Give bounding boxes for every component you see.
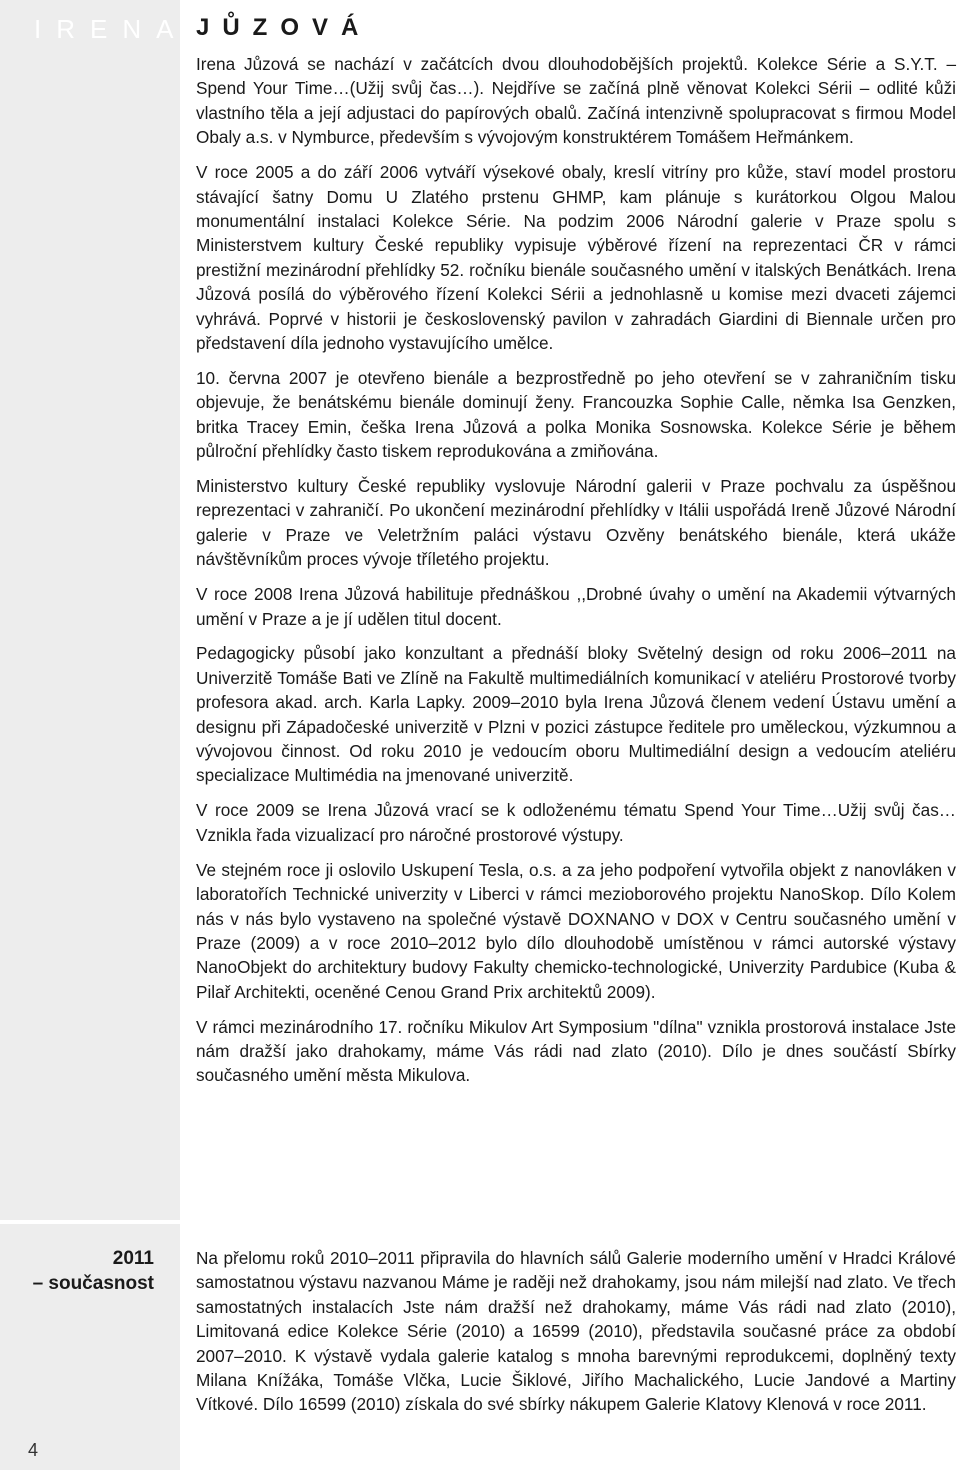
- first-name: IRENA: [34, 14, 189, 44]
- paragraph: V rámci mezinárodního 17. ročníku Mikulov Art Symposium "dílna" vznikla prostorová instalace Jste nám dražší jako drahokamy, máme Vás rádi nad zlato (2010). Dílo je dnes součástí Sbírky současného umění města Mikulova.: [196, 1016, 956, 1086]
- period-start: 2011: [112, 1248, 154, 1269]
- paragraph: V roce 2009 se Irena Jůzová vrací se k odloženému tématu Spend Your Time…Užij svůj čas… Vznikla řada vizualizací pro náročné prostorové výstupy.: [196, 800, 956, 845]
- paragraph: Pedagogicky působí jako konzultant a přednáší bloky Světelný design od roku 2006–2011 na Univerzitě Tomáše Bati ve Zlíně na Fakultě multimediálních komunikací v ateliéru Prostorové tvorby profesora akad. arch. Karla Lapky. 2009–2010 byla Irena Jůzová členem vedení Ústavu umění a designu při Západočeské univerzitě v Plzni v pozici zástupce ředitele pro uměleckou, výzkumnou a vývojovou činnost. Od roku 2010 je vedoucím oboru Multimediální design a vedoucím ateliéru specializace Multimédia na jmenované univerzitě.: [196, 643, 956, 786]
- section-divider: [0, 1220, 960, 1224]
- period-label: [33, 1246, 154, 1296]
- surname-heading: JŮZOVÁ: [196, 14, 372, 41]
- period-end: – současnost: [32, 1273, 154, 1294]
- paragraph: 10. června 2007 je otevřeno bienále a bezprostředně po jeho otevření se v zahraničním tisku objevuje, že benátskému bienále dominují ženy. Francouzka Sophie Calle, němka Isa Genzken, britka Tracey Emin, češka Irena Jůzová a polka Monika Sosnowska. Kolekce Série je během půlroční přehlídky často tiskem reprodukována a zmiňována.: [196, 367, 956, 462]
- paragraph: Irena Jůzová se nachází v začátcích dvou dlouhodobějších projektů. Kolekce Série a S.Y.T. – Spend Your Time…(Užij svůj čas…). Nejdříve se začíná plně věnovat Kolekci Sérii – odlité kůži vlastního těla a její adjustaci do papírových obalů. Začíná intenzivně spolupracovat s firmou Model Obaly a.s. v Nymburce, především s vývojovým konstruktérem Tomášem Heřmánkem.: [196, 54, 956, 148]
- paragraph: V roce 2005 a do září 2006 vytváří výsekové obaly, kreslí vitríny pro kůže, staví model prostoru stávající šatny Domu U Zlatého prstenu GHMP, kam plánuje s kurátorkou Olgou Malou monumentální instalaci Kolekce Série. Na podzim 2006 Národní galerie v Praze spolu s Ministerstvem kultury České republiky vypisuje výběrové řízení na reprezentaci ČR v rámci prestižní mezinárodní přehlídky 52. ročníku bienále současného umění v italských Benátkách. Irena Jůzová posílá do výběrového řízení Kolekci Sérii a jednohlasně u komise mezi dvaceti zájemci vyhrává. Poprvé v historii je československý pavilon v zahradách Giardini di Biennale určen pro představení díla jednoho vystavujícího umělce.: [196, 162, 956, 353]
- paragraph: Na přelomu roků 2010–2011 připravila do hlavních sálů Galerie moderního umění v Hradci Králové samostatnou výstavu nazvanou Máme je raději než drahokamy, jsou nám milejší nad zlato. Ve třech samostatných instalacích Jste nám dražší než drahokamy, máme Vás rádi nad zlato (2010), Limitovaná edice Kolekce Série (2010) a 16599 (2010), představila současné práce za období 2007–2010. K výstavě vydala galerie katalog s mnoha barevnými reprodukcemi, doplněný texty Milana Knížáka, Tomáše Vlčka, Lucie Šiklové, Jiřího Machalického, Lucie Jandové a Martiny Vítkové. Dílo 16599 (2010) získala do své sbírky nákupem Galerie Klatovy Klenová v roce 2011.: [196, 1248, 956, 1415]
- paragraph: V roce 2008 Irena Jůzová habilituje přednáškou ,,Drobné úvahy o umění na Akademii výtvarných umění v Praze a je jí udělen titul docent.: [196, 584, 956, 629]
- section-2011-text: [196, 1246, 956, 1417]
- main-text: [196, 52, 956, 1098]
- sidebar: [0, 0, 189, 1470]
- paragraph: Ve stejném roce ji oslovilo Uskupení Tesla, o.s. a za jeho podpoření vytvořila objekt z nanovláken v laboratořích Technické univerzity v Liberci v rámci mezioborového projektu NanoSkop. Dílo Kolem nás v nás bylo vystaveno na společné výstavě DOXNANO v DOX v Centru současného umění v Praze (2009) a v roce 2010–2012 bylo dílo dlouhodobě umístěnou v rámci autorské výstavy NanoObjekt do architektury budovy Fakulty chemicko-technologické, Univerzity Pardubice (Kuba & Pilař Architekti, oceněné Cenou Grand Prix architektů 2009).: [196, 859, 956, 1002]
- paragraph: Ministerstvo kultury České republiky vyslovuje Národní galerii v Praze pochvalu za úspěšnou reprezentaci v zahraničí. Po ukončení mezinárodní přehlídky v Itálii uspořádá Ireně Jůzové Národní galerie v Praze ve Veletržním paláci výstavu Ozvěny benátského bienále, která ukáže návštěvníkům proces vývoje tříletého projektu.: [196, 476, 956, 570]
- page-number: 4: [28, 1440, 39, 1460]
